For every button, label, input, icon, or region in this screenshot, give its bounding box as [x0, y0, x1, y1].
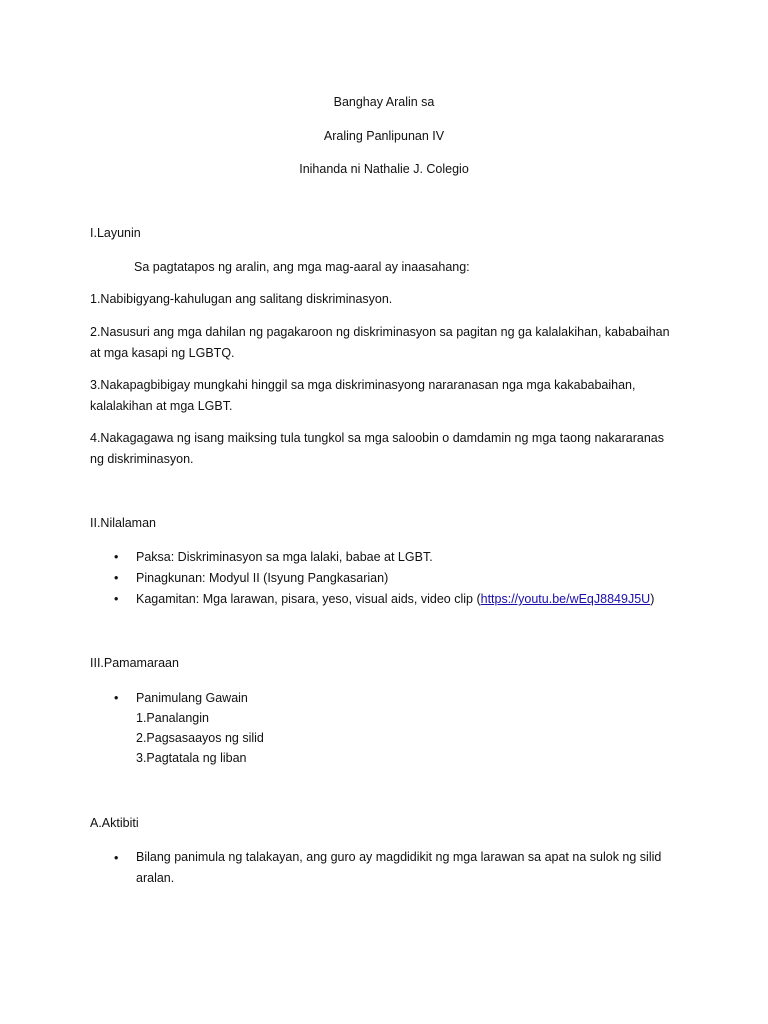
objective-item: 3.Nakapagbibigay mungkahi hinggil sa mga diskriminasyong nararanasan nga mga kakababaihan, kalalakihan at mga LGBT. — [90, 378, 636, 413]
procedure-subitem: 2.Pagsasaayos ng silid — [136, 731, 264, 745]
objective-item: 2.Nasusuri ang mga dahilan ng pagakaroon ng diskriminasyon sa pagitan ng ga kalalakihan, kababaihan at mga kasapi ng LGBTQ. — [90, 325, 670, 360]
bullet-icon: • — [114, 571, 119, 585]
bullet-icon: • — [114, 592, 119, 606]
section-heading-aktibiti: A.Aktibiti — [90, 816, 139, 830]
kagamitan-text: Kagamitan: Mga larawan, pisara, yeso, visual aids, video clip ( — [136, 592, 481, 606]
document-author: Inihanda ni Nathalie J. Colegio — [299, 162, 469, 176]
content-item-paksa: Paksa: Diskriminasyon sa mga lalaki, babae at LGBT. — [136, 550, 433, 564]
video-clip-link[interactable]: https://youtu.be/wEqJ8849J5U — [480, 592, 651, 606]
content-item-kagamitan — [136, 589, 654, 609]
bullet-icon: • — [114, 691, 119, 705]
objective-item: 4.Nakagagawa ng isang maiksing tula tungkol sa mga saloobin o damdamin ng mga taong nakararanas ng diskriminasyon. — [90, 431, 664, 466]
kagamitan-close-paren: ) — [650, 592, 655, 606]
activity-item: Bilang panimula ng talakayan, ang guro ay magdidikit ng mga larawan sa apat na sulok ng silid aralan. — [136, 850, 662, 885]
objective-item: 1.Nabibigyang-kahulugan ang salitang diskriminasyon. — [90, 292, 393, 306]
bullet-icon: • — [114, 851, 119, 865]
document-title: Banghay Aralin sa — [333, 95, 435, 109]
procedure-item-panimulang-gawain: Panimulang Gawain — [136, 691, 248, 705]
layunin-intro: Sa pagtatapos ng aralin, ang mga mag-aaral ay inaasahang: — [134, 260, 470, 274]
procedure-subitem: 3.Pagtatala ng liban — [136, 751, 247, 765]
content-item-pinagkunan: Pinagkunan: Modyul II (Isyung Pangkasarian) — [136, 571, 389, 585]
document-subject: Araling Panlipunan IV — [323, 129, 445, 143]
bullet-icon: • — [114, 550, 119, 564]
section-heading-layunin: I.Layunin — [90, 226, 141, 240]
procedure-subitem: 1.Panalangin — [136, 711, 209, 725]
section-heading-nilalaman: II.Nilalaman — [90, 516, 156, 530]
section-heading-pamamaraan: III.Pamamaraan — [90, 656, 179, 670]
